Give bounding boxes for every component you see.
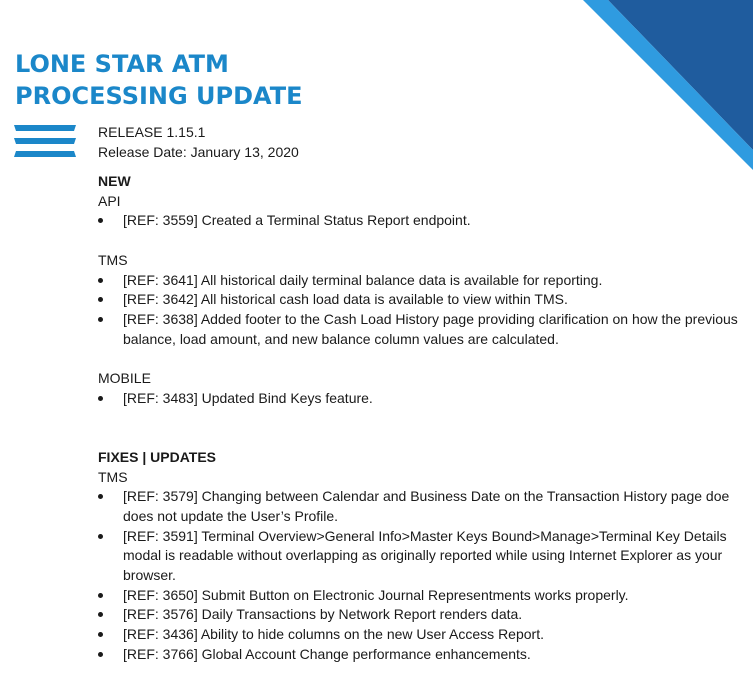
group-tms: TMS (98, 251, 128, 268)
new-heading: NEW (98, 173, 131, 189)
list-item: [REF: 3436] Ability to hide columns on the new User Access Report. (98, 625, 738, 645)
list-item: [REF: 3576] Daily Transactions by Network Report renders data. (98, 605, 738, 625)
fixes-heading: FIXES | UPDATES (98, 448, 217, 465)
group-api: API (98, 192, 121, 209)
group-fixes-tms: TMS (98, 468, 128, 485)
api-list (98, 211, 738, 231)
three-stripes-logo-icon (14, 125, 76, 157)
title-line-2: PROCESSING UPDATE (15, 82, 303, 110)
release-version: RELEASE 1.15.1 (98, 124, 206, 140)
title-line-1: LONE STAR ATM (15, 50, 229, 78)
list-item: [REF: 3641] All historical daily terminal balance data is available for reporting. (98, 271, 738, 291)
corner-decoration (583, 0, 753, 170)
page-title (15, 48, 303, 112)
fixes-tms-list (98, 487, 738, 664)
list-item: [REF: 3559] Created a Terminal Status Report endpoint. (98, 211, 738, 231)
list-item: [REF: 3579] Changing between Calendar and Business Date on the Transaction History page doe does not update the User’s Profile. (98, 487, 738, 526)
list-item: [REF: 3642] All historical cash load data is available to view within TMS. (98, 290, 738, 310)
release-date: Release Date: January 13, 2020 (98, 144, 299, 160)
list-item: [REF: 3638] Added footer to the Cash Load History page providing clarification on how the previous balance, load amount, and new balance column values are calculated. (98, 310, 738, 349)
list-item: [REF: 3650] Submit Button on Electronic Journal Representments works properly. (98, 586, 738, 606)
list-item: [REF: 3483] Updated Bind Keys feature. (98, 389, 738, 409)
list-item: [REF: 3591] Terminal Overview>General Info>Master Keys Bound>Manage>Terminal Key Details modal is readable without overlapping as originally reported while using Internet Explorer as your browser. (98, 527, 738, 586)
release-info (98, 122, 299, 162)
mobile-list (98, 389, 738, 409)
list-item: [REF: 3766] Global Account Change performance enhancements. (98, 645, 738, 665)
release-notes (98, 172, 738, 665)
tms-list (98, 271, 738, 350)
group-mobile: MOBILE (98, 370, 151, 386)
